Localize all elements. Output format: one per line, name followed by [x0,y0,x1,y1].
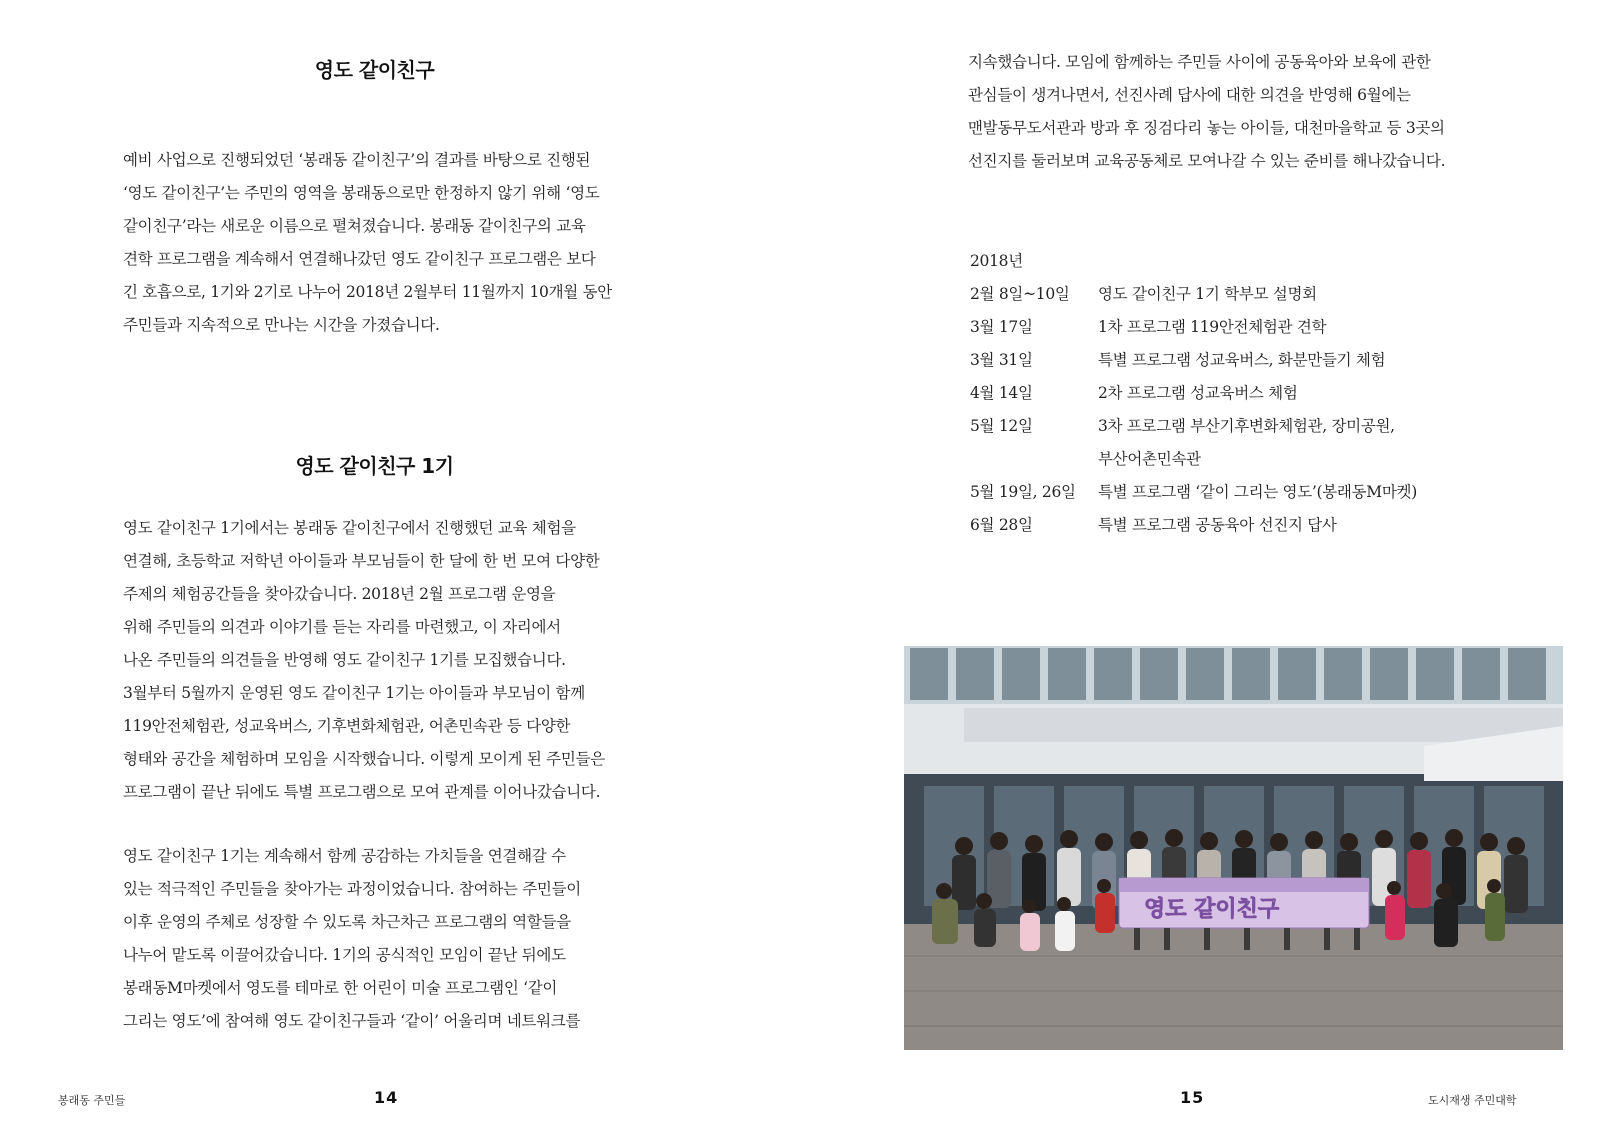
text-line: 선진지를 둘러보며 교육공동체로 모여나갈 수 있는 준비를 해나갔습니다. [968,152,1446,170]
text-line: 위해 주민들의 의견과 이야기를 듣는 자리를 마련했고, 이 자리에서 [123,618,561,636]
text-line: ‘영도 같이친구’는 주민의 영역을 봉래동으로만 한정하지 않기 위해 ‘영도 [123,184,600,202]
schedule-date: 2월 8일~10일 [970,285,1070,303]
intro-paragraph [123,144,612,342]
schedule-desc: 2차 프로그램 성교육버스 체험 [1098,384,1298,402]
schedule-row [970,278,1417,311]
text-line: 견학 프로그램을 계속해서 연결해나갔던 영도 같이친구 프로그램은 보다 [123,250,596,268]
text-line: 긴 호흡으로, 1기와 2기로 나누어 2018년 2월부터 11월까지 10개월 동안 [123,283,612,301]
right-page [804,0,1607,1134]
footer-label: 도시재생 주민대학 [1428,1094,1517,1107]
schedule-desc: 특별 프로그램 성교육버스, 화분만들기 체험 [1098,351,1386,369]
schedule-desc: 특별 프로그램 공동육아 선진지 답사 [1098,516,1337,534]
schedule-date: 6월 28일 [970,516,1033,534]
text-line: 같이친구’라는 새로운 이름으로 펼쳐졌습니다. 봉래동 같이친구의 교육 [123,217,586,235]
footer-label: 봉래동 주민들 [58,1094,126,1107]
banner-title: 영도 같이친구 [1144,897,1280,922]
schedule-date: 5월 12일 [970,417,1033,435]
group-photo [904,646,1563,1050]
schedule-row [970,311,1417,344]
schedule-date: 3월 31일 [970,351,1033,369]
text-line: 나누어 맡도록 이끌어갔습니다. 1기의 공식적인 모임이 끝난 뒤에도 [123,946,566,964]
body-paragraph [968,46,1445,178]
schedule-row [970,476,1417,509]
schedule-row [970,377,1417,410]
section-title: 영도 같이친구 1기 [295,454,454,478]
text-line: 지속했습니다. 모임에 함께하는 주민들 사이에 공동육아와 보육에 관한 [968,53,1431,71]
schedule-row [970,509,1417,542]
page-number: 15 [1180,1088,1205,1107]
text-line: 봉래동M마켓에서 영도를 테마로 한 어린이 미술 프로그램인 ‘같이 [123,979,558,997]
text-line: 영도 같이친구 1기에서는 봉래동 같이친구에서 진행했던 교육 체험을 [123,519,576,537]
schedule-desc: 영도 같이친구 1기 학부모 설명회 [1098,285,1317,303]
text-line: 맨발동무도서관과 방과 후 징검다리 놓는 아이들, 대천마을학교 등 3곳의 [968,119,1445,137]
text-line: 그리는 영도’에 참여해 영도 같이친구들과 ‘같이’ 어울리며 네트워크를 [123,1012,581,1030]
schedule-desc: 부산어촌민속관 [1098,450,1201,468]
body-paragraph [123,840,581,1038]
text-line: 119안전체험관, 성교육버스, 기후변화체험관, 어촌민속관 등 다양한 [123,717,571,735]
text-line: 예비 사업으로 진행되었던 ‘봉래동 같이친구’의 결과를 바탕으로 진행된 [123,151,591,169]
left-page [0,0,803,1134]
schedule-list [970,245,1417,542]
text-line: 영도 같이친구 1기는 계속해서 함께 공감하는 가치들을 연결해갈 수 [123,847,566,865]
text-line: 연결해, 초등학교 저학년 아이들과 부모님들이 한 달에 한 번 모여 다양한 [123,552,600,570]
schedule-desc: 3차 프로그램 부산기후변화체험관, 장미공원, [1098,417,1395,435]
schedule-date: 4월 14일 [970,384,1033,402]
text-line: 주민들과 지속적으로 만나는 시간을 가졌습니다. [123,316,440,334]
text-line: 프로그램이 끝난 뒤에도 특별 프로그램으로 모여 관계를 이어나갔습니다. [123,783,601,801]
text-line: 주제의 체험공간들을 찾아갔습니다. 2018년 2월 프로그램 운영을 [123,585,556,603]
text-line: 3월부터 5월까지 운영된 영도 같이친구 1기는 아이들과 부모님이 함께 [123,684,585,702]
body-paragraph [123,512,605,809]
text-line: 있는 적극적인 주민들을 찾아가는 과정이었습니다. 참여하는 주민들이 [123,880,581,898]
schedule-row [970,410,1417,476]
schedule-desc: 특별 프로그램 ‘같이 그리는 영도’(봉래동M마켓) [1098,483,1417,501]
group-photo-illustration [904,646,1563,1050]
schedule-year: 2018년 [970,252,1023,270]
page-number: 14 [374,1088,399,1107]
schedule-row [970,344,1417,377]
text-line: 형태와 공간을 체험하며 모임을 시작했습니다. 이렇게 모이게 된 주민들은 [123,750,605,768]
schedule-date: 5월 19일, 26일 [970,483,1076,501]
schedule-desc: 1차 프로그램 119안전체험관 견학 [1098,318,1327,336]
text-line: 이후 운영의 주체로 성장할 수 있도록 차근차근 프로그램의 역할들을 [123,913,571,931]
schedule-date: 3월 17일 [970,318,1033,336]
text-line: 나온 주민들의 의견들을 반영해 영도 같이친구 1기를 모집했습니다. [123,651,566,669]
section-title: 영도 같이친구 [314,58,435,82]
text-line: 관심들이 생겨나면서, 선진사례 답사에 대한 의견을 반영해 6월에는 [968,86,1411,104]
